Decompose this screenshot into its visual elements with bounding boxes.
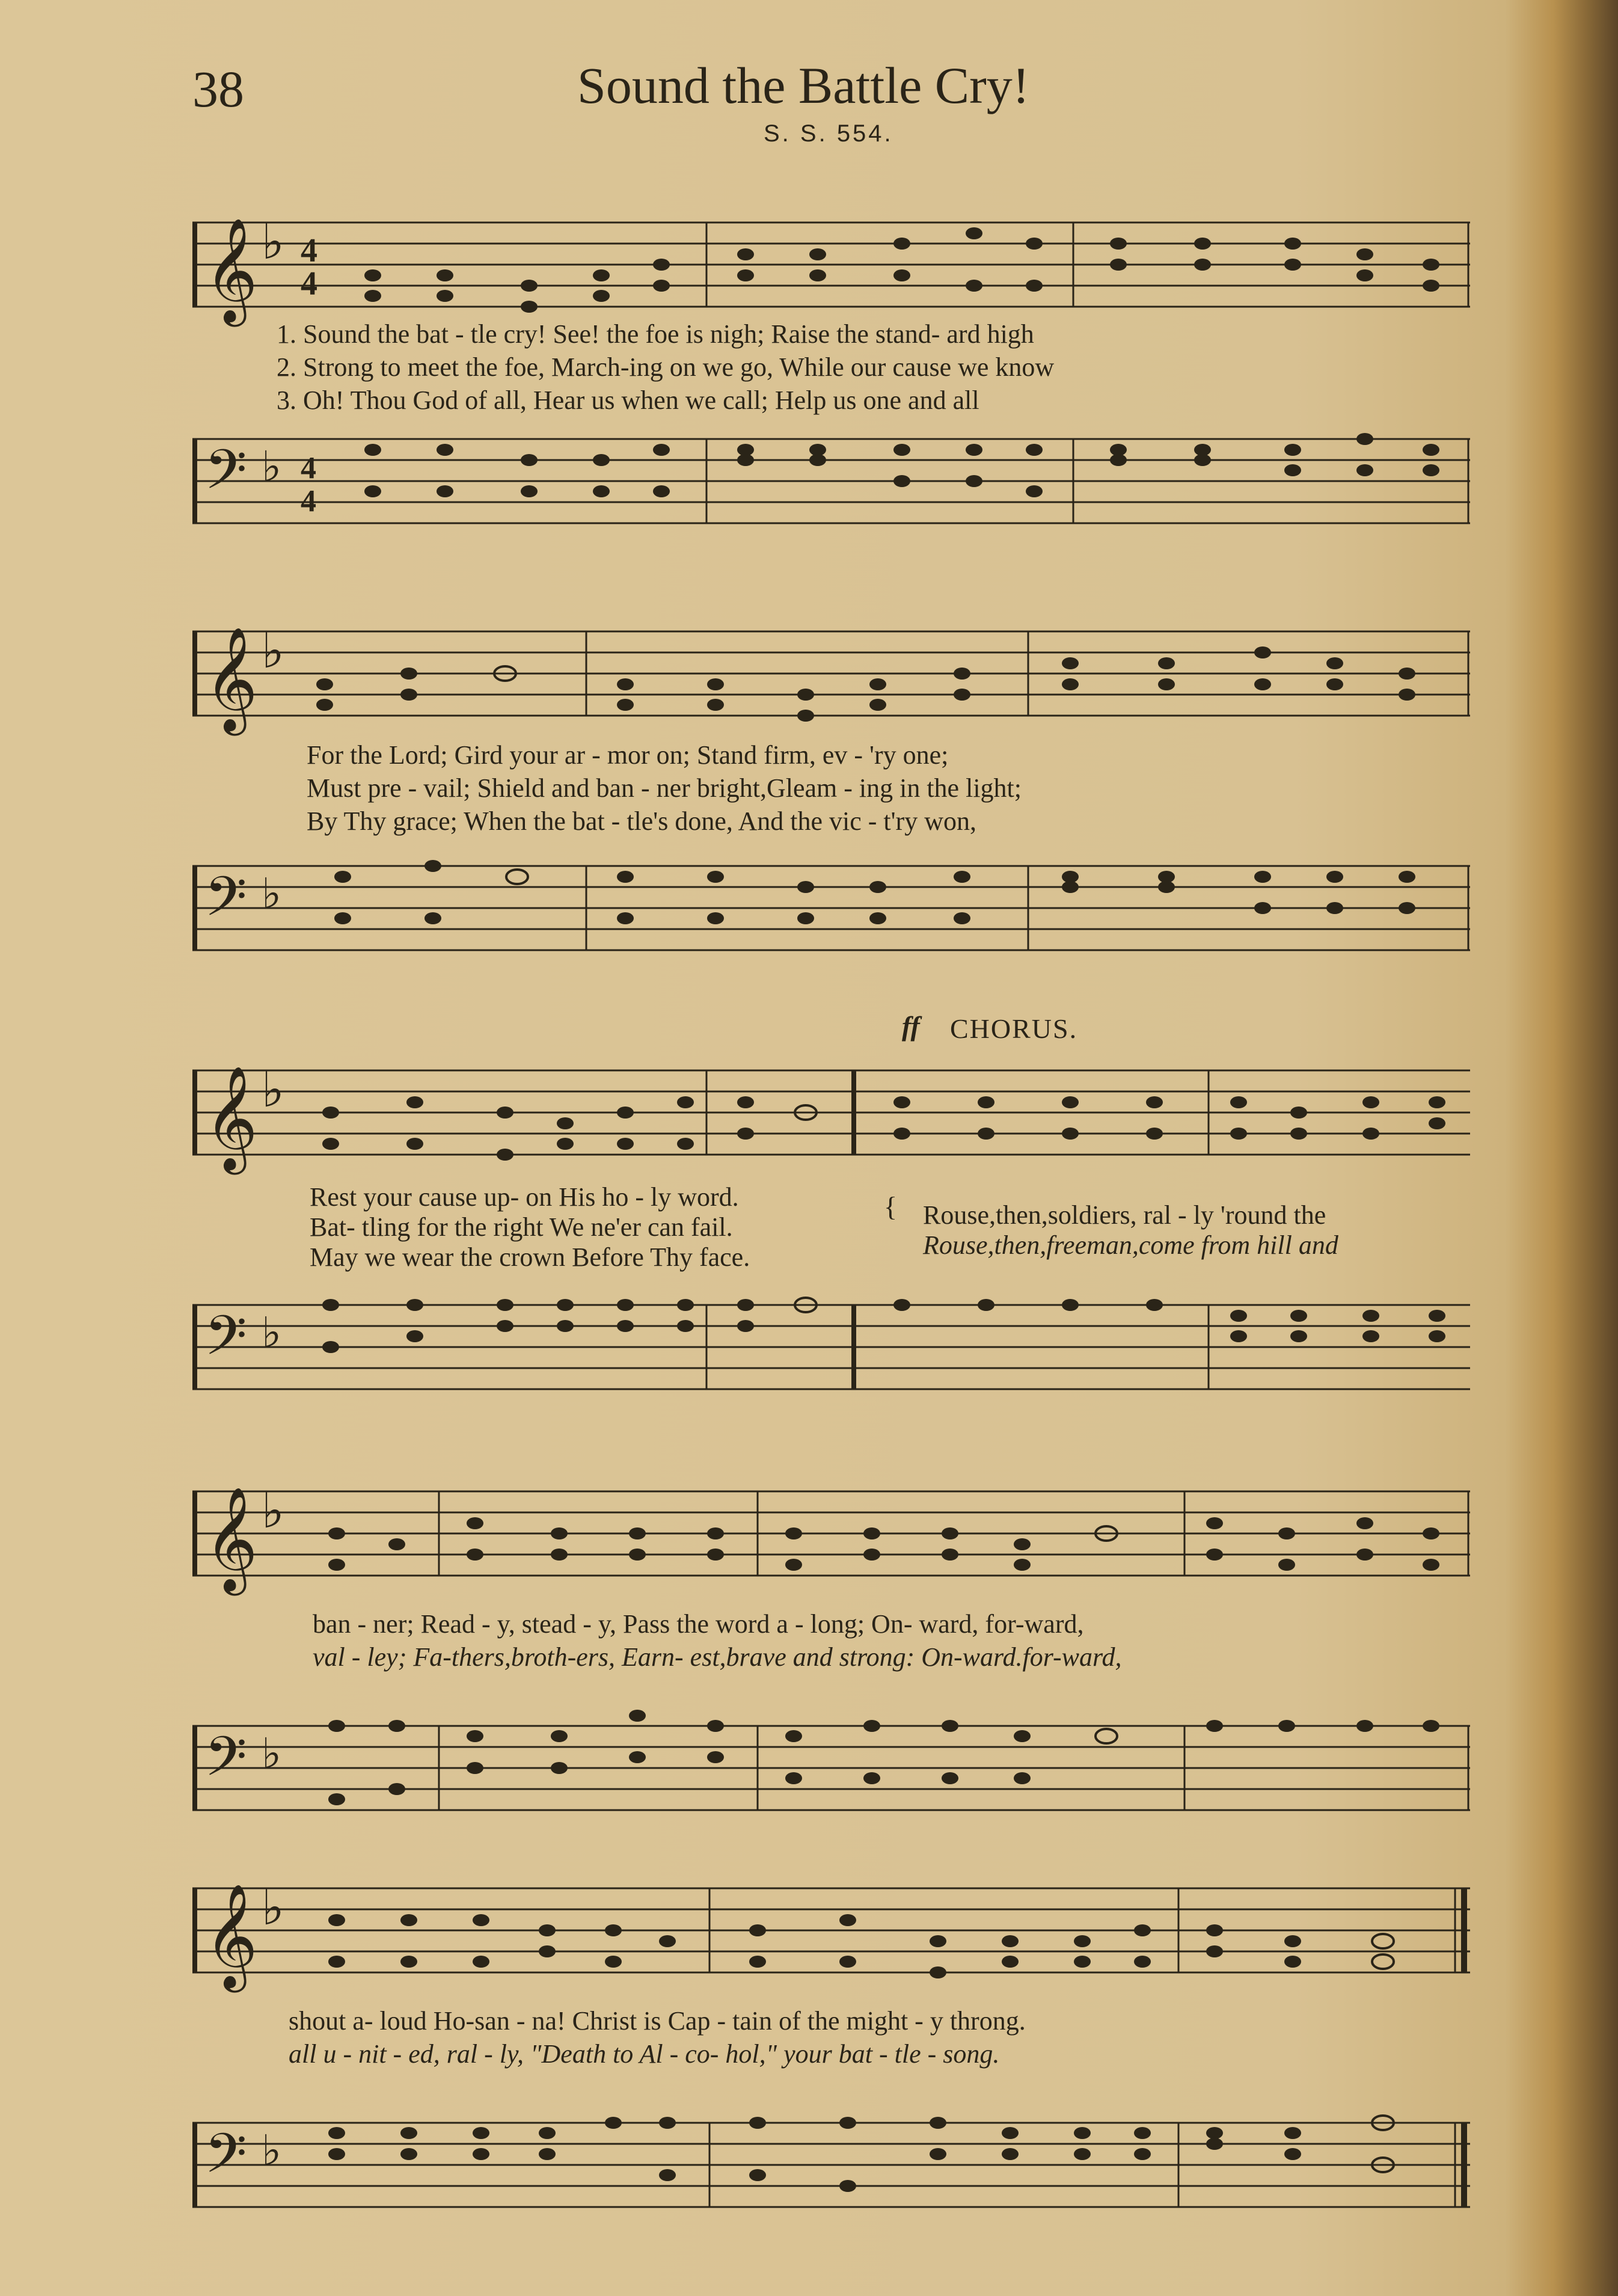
svg-text:4: 4 bbox=[301, 232, 317, 269]
music-system-1 bbox=[192, 174, 1470, 547]
tune-reference: S. S. 554. bbox=[764, 120, 893, 147]
treble-staff bbox=[192, 607, 1470, 740]
brace: { bbox=[884, 1191, 898, 1222]
music-system-2 bbox=[192, 595, 1470, 980]
svg-text:𝄞: 𝄞 bbox=[204, 627, 258, 731]
verse-line: val - ley; Fa-thers,broth-ers, Earn- est,brave and strong: On-ward.for-ward, bbox=[313, 1642, 1122, 1672]
treble-staff bbox=[192, 1864, 1470, 1997]
svg-text:𝄢: 𝄢 bbox=[204, 865, 247, 942]
svg-text:♭: ♭ bbox=[262, 1483, 284, 1539]
svg-text:4: 4 bbox=[301, 451, 316, 485]
hymn-title: Sound the Battle Cry! bbox=[577, 57, 1030, 114]
bass-staff bbox=[192, 421, 1470, 541]
verse-line: 2. Strong to meet the foe, March-ing on we go, While our cause we know bbox=[277, 352, 1055, 382]
verse-line: May we wear the crown Before Thy face. bbox=[310, 1242, 750, 1272]
verse-line: For the Lord; Gird your ar - mor on; Stand firm, ev - 'ry one; bbox=[307, 740, 949, 770]
svg-text:𝄞: 𝄞 bbox=[204, 218, 258, 322]
page-number: 38 bbox=[192, 60, 244, 118]
music-system-5 bbox=[192, 1852, 1470, 2249]
svg-text:𝄢: 𝄢 bbox=[204, 1304, 247, 1381]
verse-line: Rest your cause up- on His ho - ly word. bbox=[310, 1182, 739, 1212]
bass-staff bbox=[192, 1287, 1470, 1419]
dynamic-marking: ff bbox=[902, 1011, 920, 1042]
svg-text:4: 4 bbox=[301, 265, 317, 302]
music-system-3 bbox=[192, 1010, 1470, 1431]
svg-text:♭: ♭ bbox=[262, 623, 284, 679]
verse-line: shout a- loud Ho-san - na! Christ is Cap - tain of the might - y throng. bbox=[289, 2006, 1026, 2036]
svg-text:𝄞: 𝄞 bbox=[204, 1883, 258, 1988]
svg-text:♭: ♭ bbox=[262, 1062, 284, 1118]
verse-line: all u - nit - ed, ral - ly, "Death to Al - co- hol," your bat - tle - song. bbox=[289, 2039, 1000, 2069]
treble-staff bbox=[192, 198, 1470, 331]
svg-text:𝄞: 𝄞 bbox=[204, 1066, 258, 1170]
verse-line: ban - ner; Read - y, stead - y, Pass the word a - long; On- ward, for-ward, bbox=[313, 1609, 1084, 1639]
svg-text:♭: ♭ bbox=[262, 1729, 282, 1778]
svg-text:♭: ♭ bbox=[262, 869, 282, 918]
verse-line: Must pre - vail; Shield and ban - ner bright,Gleam - ing in the light; bbox=[307, 773, 1022, 803]
svg-text:♭: ♭ bbox=[262, 2126, 282, 2175]
verse-line: 1. Sound the bat - tle cry! See! the foe is nigh; Raise the stand- ard high bbox=[277, 319, 1034, 349]
verse-line: By Thy grace; When the bat - tle's done, And the vic - t'ry won, bbox=[307, 806, 976, 836]
treble-staff bbox=[192, 1046, 1470, 1179]
svg-text:𝄢: 𝄢 bbox=[204, 438, 247, 515]
chorus-line: Rouse,then,freeman,come from hill and bbox=[923, 1230, 1338, 1260]
svg-text:𝄢: 𝄢 bbox=[204, 2122, 247, 2199]
treble-staff bbox=[192, 1467, 1470, 1600]
bass-staff bbox=[192, 848, 1470, 968]
music-system-4 bbox=[192, 1455, 1470, 1852]
bass-staff bbox=[192, 1696, 1470, 1828]
svg-text:𝄢: 𝄢 bbox=[204, 1725, 247, 1802]
verse-line: Bat- tling for the right We ne'er can fail. bbox=[310, 1212, 733, 1242]
svg-text:♭: ♭ bbox=[262, 214, 284, 270]
svg-text:♭: ♭ bbox=[262, 442, 282, 491]
chorus-label: CHORUS. bbox=[950, 1013, 1078, 1044]
svg-text:♭: ♭ bbox=[262, 1880, 284, 1936]
chorus-line: Rouse,then,soldiers, ral - ly 'round the bbox=[923, 1200, 1326, 1230]
svg-text:♭: ♭ bbox=[262, 1308, 282, 1357]
svg-text:𝄞: 𝄞 bbox=[204, 1487, 258, 1591]
verse-line: 3. Oh! Thou God of all, Hear us when we call; Help us one and all bbox=[277, 385, 979, 415]
bass-staff bbox=[192, 2093, 1470, 2237]
svg-text:4: 4 bbox=[301, 484, 316, 518]
